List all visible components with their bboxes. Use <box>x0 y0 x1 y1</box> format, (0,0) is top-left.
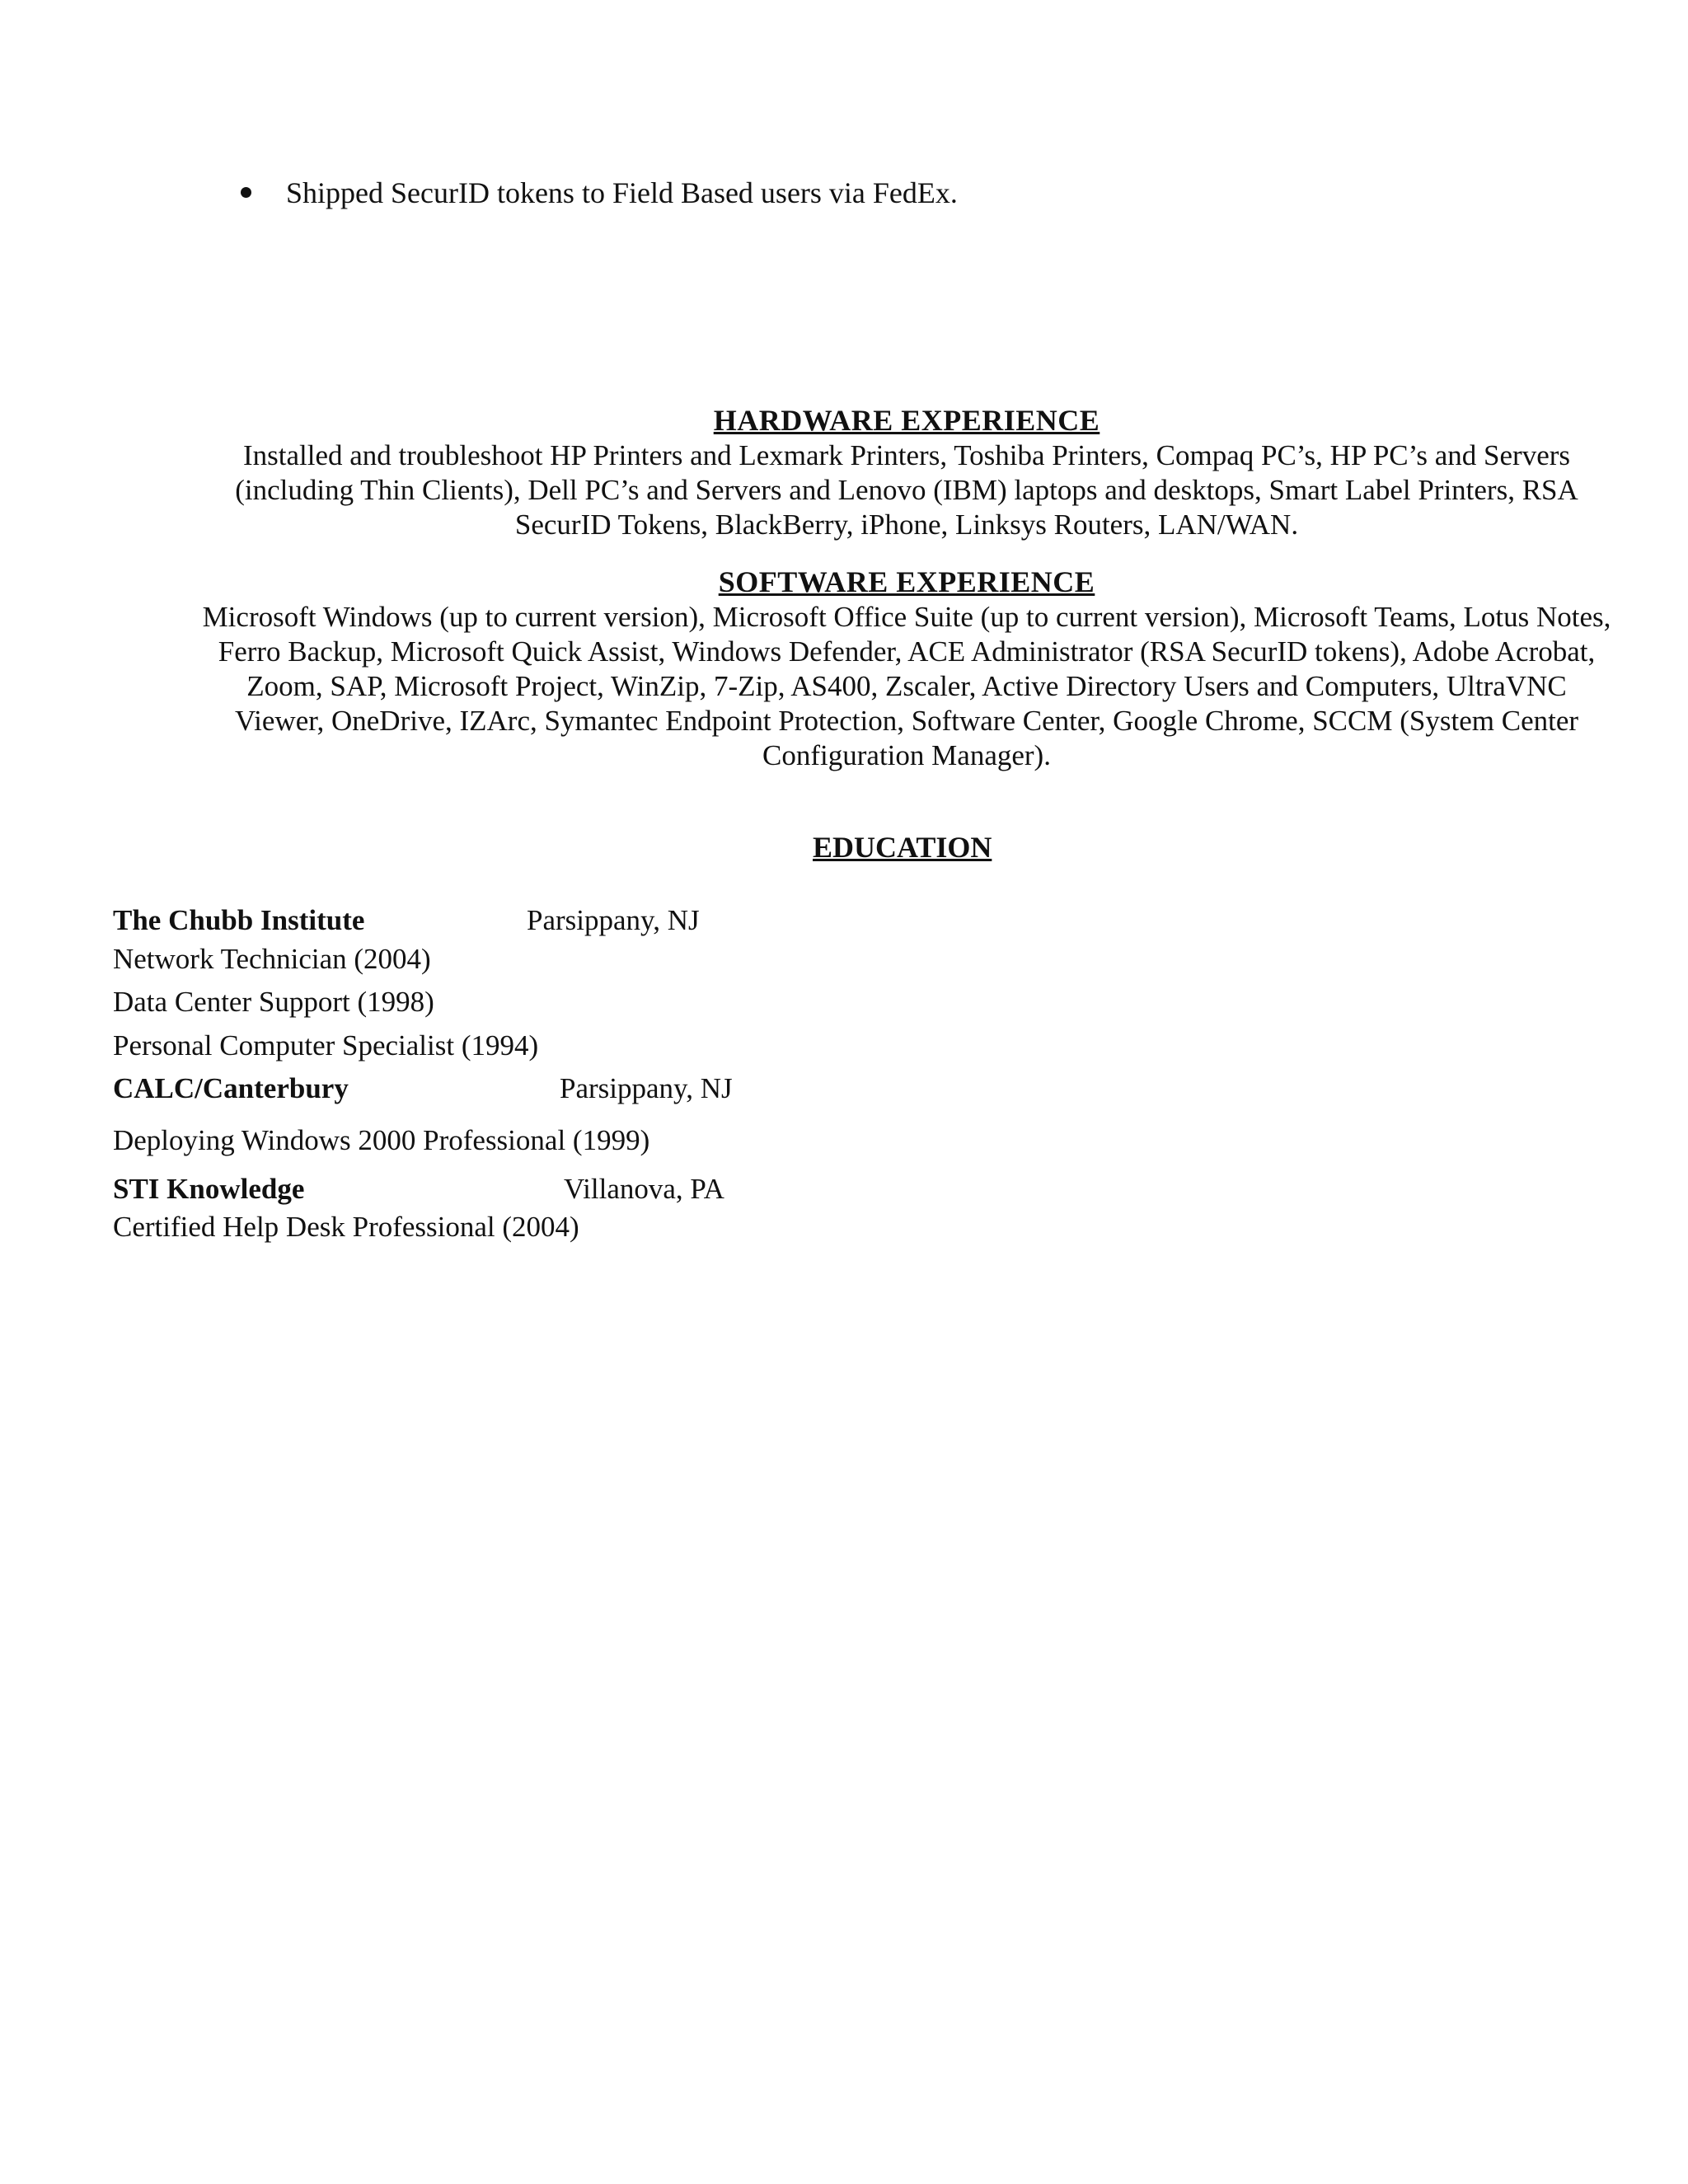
software-paragraph <box>0 600 1688 773</box>
education-item: Certified Help Desk Professional (2004) <box>113 1211 579 1243</box>
education-item: Personal Computer Specialist (1994) <box>113 1029 539 1062</box>
software-section <box>0 564 1688 773</box>
software-line: Microsoft Windows (up to current version), Microsoft Office Suite (up to current version), Microsoft Teams, Lotus Notes, <box>202 601 1611 633</box>
bullet-item <box>241 173 958 213</box>
bullet-dot-icon <box>241 187 251 198</box>
education-item: Data Center Support (1998) <box>113 986 434 1018</box>
software-heading: SOFTWARE EXPERIENCE <box>718 565 1095 598</box>
hardware-line: SecurID Tokens, BlackBerry, iPhone, Linksys Routers, LAN/WAN. <box>514 509 1299 541</box>
bullet-text: Shipped SecurID tokens to Field Based users via FedEx. <box>286 176 958 209</box>
school-location: Villanova, PA <box>564 1173 724 1205</box>
school-name: The Chubb Institute Parsippany, NJ <box>113 902 364 939</box>
school-location: Parsippany, NJ <box>527 904 700 936</box>
education-item: Network Technician (2004) <box>113 943 431 975</box>
school-name: CALC/Canterbury Parsippany, NJ <box>113 1071 349 1107</box>
hardware-line: Installed and troubleshoot HP Printers and Lexmark Printers, Toshiba Printers, Compaq PC’s, HP PC’s and Servers <box>242 439 1571 471</box>
software-line: Viewer, OneDrive, IZArc, Symantec Endpoint Protection, Software Center, Google Chrome, SCCM (System Center <box>234 705 1579 737</box>
hardware-paragraph <box>0 438 1688 542</box>
software-line: Zoom, SAP, Microsoft Project, WinZip, 7-Zip, AS400, Zscaler, Active Directory Users and Computers, UltraVNC <box>246 670 1567 702</box>
education-item: Deploying Windows 2000 Professional (1999) <box>113 1124 650 1156</box>
hardware-heading: HARDWARE EXPERIENCE <box>713 404 1100 437</box>
hardware-section <box>0 402 1688 542</box>
hardware-line: (including Thin Clients), Dell PC’s and Servers and Lenovo (IBM) laptops and desktops, Smart Label Printers, RSA <box>235 474 1578 506</box>
software-line: Ferro Backup, Microsoft Quick Assist, Windows Defender, ACE Administrator (RSA SecurID tokens), Adobe Acrobat, <box>218 635 1596 668</box>
software-line: Configuration Manager). <box>762 739 1051 771</box>
education-heading: EDUCATION <box>813 831 992 864</box>
school-name: STI Knowledge Villanova, PA <box>113 1171 304 1207</box>
school-location: Parsippany, NJ <box>560 1072 733 1104</box>
